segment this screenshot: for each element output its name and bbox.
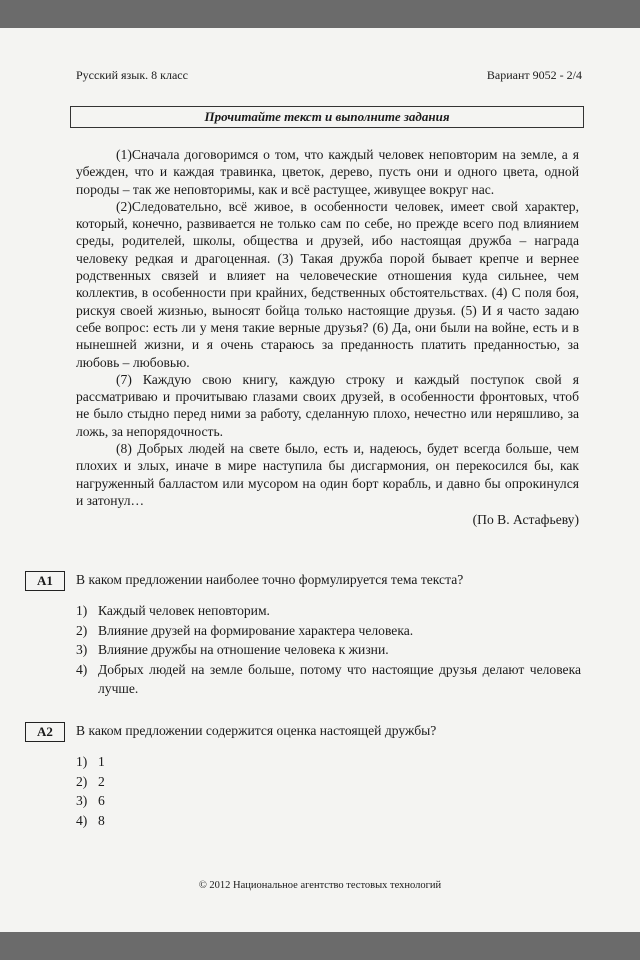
answer-option[interactable] xyxy=(76,621,581,641)
option-number: 1) xyxy=(76,603,88,618)
option-number: 3) xyxy=(76,793,88,808)
option-text: 2 xyxy=(98,773,105,789)
page-header xyxy=(76,68,582,83)
option-number: 3) xyxy=(76,642,88,657)
option-number: 1) xyxy=(76,754,88,769)
answer-option[interactable] xyxy=(76,772,581,792)
variant-label: Вариант 9052 - 2/4 xyxy=(486,68,582,82)
option-number: 4) xyxy=(76,812,88,828)
answer-option[interactable] xyxy=(76,752,581,772)
copyright-footer: © 2012 Национальное агентство тестовых технологий xyxy=(198,880,442,891)
option-text: Влияние дружбы на отношение человека к жизни. xyxy=(98,642,389,657)
text-paragraph: (7) Каждую свою книгу, каждую строку и каждый поступок свой я рассматриваю и прочитываю глазами своих друзей, в особенности фронтовых, чтоб не было стыдно перед ними за работу, сделанную плохо, нечестно или неряшливо, за ложь, за непорядочность. xyxy=(76,371,579,439)
text-paragraph: (1)Сначала договоримся о том, что каждый человек неповторим на земле, а я убежден, что и каждая травинка, цветок, дерево, пусть они и одного цвета, одной породы – так же неповторимы, как и всё растущее, живущее вокруг нас. xyxy=(76,147,579,197)
answer-option[interactable] xyxy=(76,640,581,660)
answer-option[interactable] xyxy=(76,811,581,831)
text-author: (По В. Астафьеву) xyxy=(472,512,579,528)
option-number: 2) xyxy=(76,773,88,789)
exam-page xyxy=(0,28,640,932)
option-text: Добрых людей на земле больше, потому что настоящие друзья делают человека лучше. xyxy=(98,661,581,696)
question-number: A1 xyxy=(25,571,65,591)
answer-option[interactable] xyxy=(76,660,581,699)
option-number: 4) xyxy=(76,661,88,677)
question-a2 xyxy=(25,722,585,842)
option-text: Каждый человек неповторим. xyxy=(98,603,270,618)
answer-option[interactable] xyxy=(76,601,581,621)
question-number: A2 xyxy=(25,722,65,742)
option-text: 1 xyxy=(98,754,105,769)
answer-options xyxy=(76,601,581,699)
option-number: 2) xyxy=(76,622,88,638)
text-paragraph: (2)Следовательно, всё живое, в особенности человек, имеет свой характер, который, конечно, развивается не только сам по себе, но прежде всего под влиянием среды, родителей, школы, общества и друзей, ибо настоящая дружба – награда человеку редкая и драгоценная. (3) Такая дружба порой бывает крепче и вернее родственных связей и влияет на человеческие отношения куда сильнее, чем коллектив, в особенности при крайних, бедственных обстоятельствах. (4) С поля боя, рискуя своей жизнью, выносят бойца только настоящие друзья. (5) И я часто задаю себе вопрос: есть ли у меня такие верные друзья? (6) Да, они были на войне, есть и в нынешней жизни, и я очень стараюсь за преданность платить преданностью, за любовь – любовью. xyxy=(76,198,579,370)
option-text: Влияние друзей на формирование характера человека. xyxy=(98,622,414,638)
question-text: В каком предложении наиболее точно формулируется тема текста? xyxy=(76,572,464,587)
option-text: 6 xyxy=(98,793,105,808)
question-a1 xyxy=(25,571,585,701)
answer-options xyxy=(76,752,581,830)
instruction-box: Прочитайте текст и выполните задания xyxy=(70,106,584,128)
answer-option[interactable] xyxy=(76,791,581,811)
option-text: 8 xyxy=(98,812,105,828)
question-text: В каком предложении содержится оценка настоящей дружбы? xyxy=(76,723,437,738)
text-paragraph: (8) Добрых людей на свете было, есть и, надеюсь, будет всегда больше, чем плохих и злых, иначе в мире наступила бы дисгармония, он перекосился бы, как нагруженный балластом или мусором на один борт корабль, и давно бы опрокинулся и затонул… xyxy=(76,441,579,508)
subject-label: Русский язык. 8 класс xyxy=(76,68,188,82)
reading-text xyxy=(76,146,579,529)
